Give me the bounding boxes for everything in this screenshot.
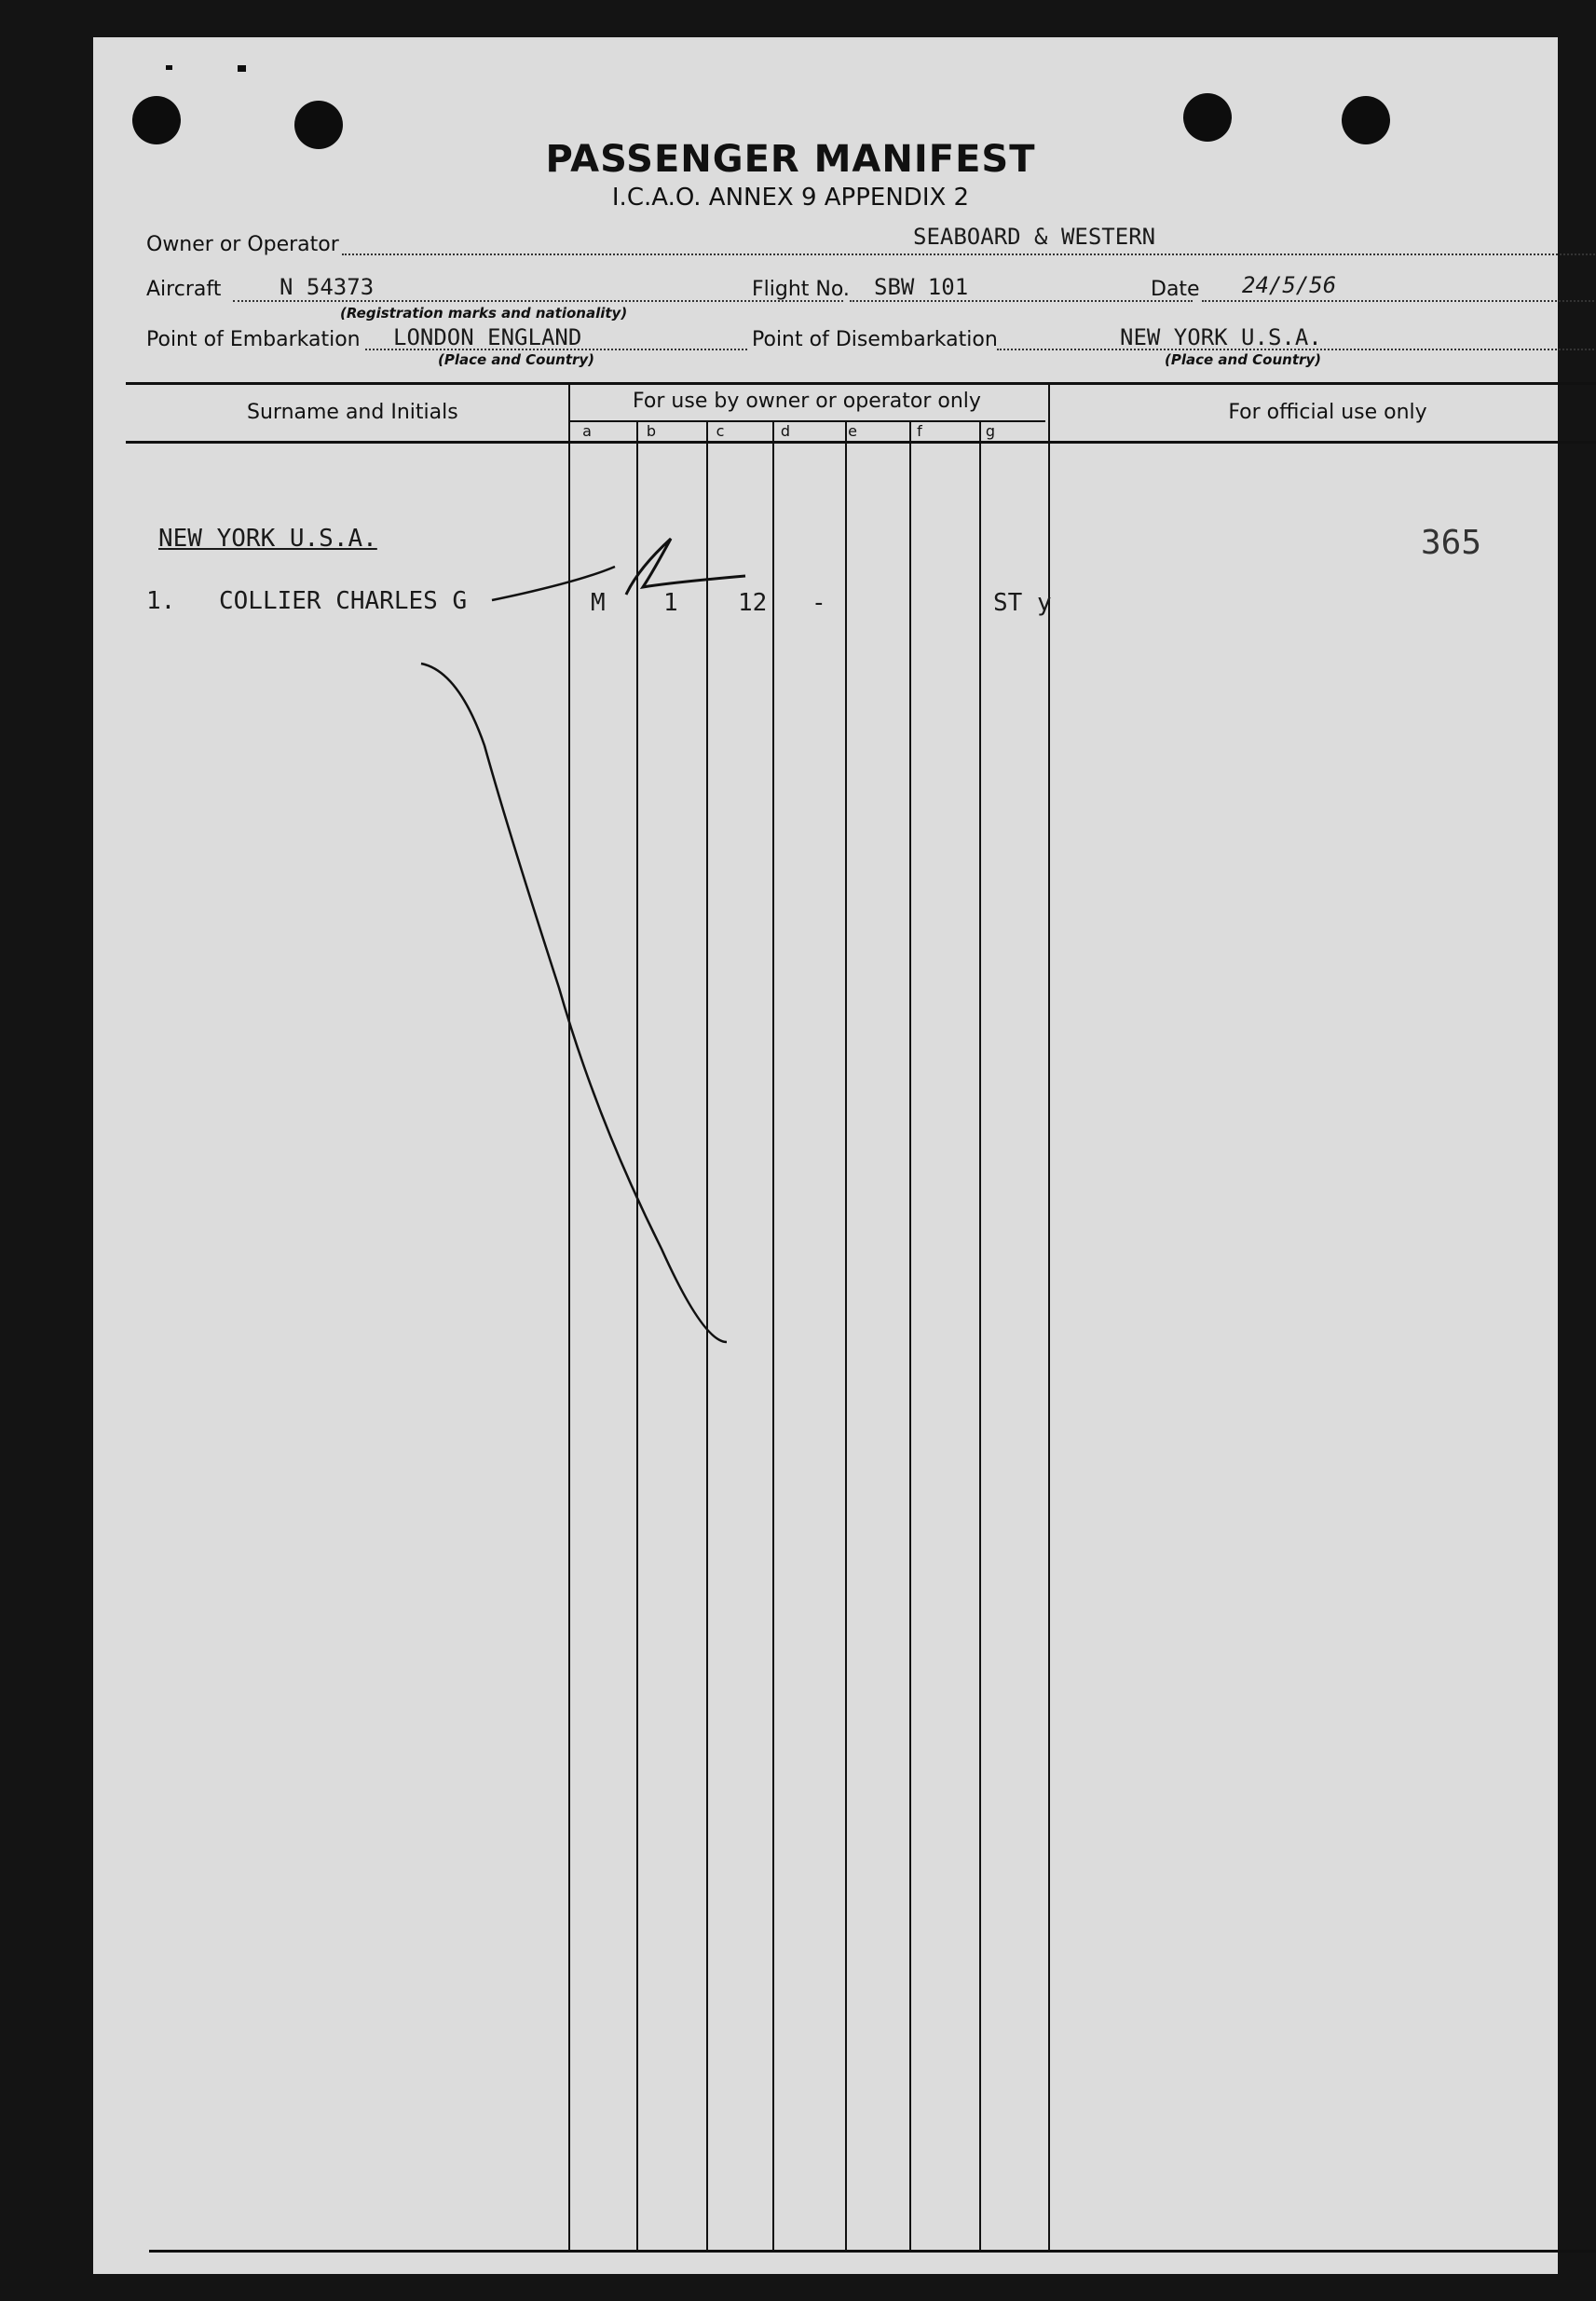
owner-use-column-header: For use by owner or operator only: [633, 390, 981, 413]
subcolumn-g-header: g: [985, 422, 996, 440]
flight-label: Flight No.: [752, 278, 850, 301]
passenger-col-d: -: [812, 589, 826, 617]
destination-heading: NEW YORK U.S.A.: [158, 525, 377, 553]
aircraft-note: (Registration marks and nationality): [340, 305, 628, 322]
passenger-col-c: 12: [738, 589, 768, 617]
date-label: Date: [1151, 278, 1200, 301]
date-value: 24/5/56: [1242, 272, 1337, 298]
pen-long-stroke: [421, 664, 727, 1342]
disembarkation-label: Point of Disembarkation: [752, 328, 998, 351]
aircraft-value: N 54373: [280, 274, 375, 300]
manifest-page: [93, 37, 1558, 2274]
subcolumn-d-header: d: [780, 422, 791, 440]
subcolumn-b-header: b: [646, 422, 657, 440]
official-use-column-header: For official use only: [1228, 401, 1427, 424]
embarkation-label: Point of Embarkation: [146, 328, 361, 351]
aircraft-label: Aircraft: [146, 278, 222, 301]
flight-value: SBW 101: [874, 274, 969, 300]
subcolumn-f-header: f: [917, 422, 922, 440]
owner-label: Owner or Operator: [146, 233, 339, 256]
embarkation-note: (Place and Country): [438, 351, 595, 368]
passenger-number: 1.: [146, 587, 176, 615]
passenger-col-a: M: [591, 589, 606, 617]
page-title: PASSENGER MANIFEST: [545, 138, 1036, 181]
pen-annotations: [93, 37, 1558, 2274]
page-subtitle: I.C.A.O. ANNEX 9 APPENDIX 2: [611, 184, 970, 212]
passenger-col-g: ST y: [993, 589, 1052, 617]
surname-column-header: Surname and Initials: [247, 401, 458, 424]
embarkation-value: LONDON ENGLAND: [393, 324, 582, 350]
disembarkation-note: (Place and Country): [1165, 351, 1322, 368]
disembarkation-value: NEW YORK U.S.A.: [1120, 324, 1322, 350]
page-number-stamp: 365: [1421, 524, 1482, 562]
pen-stroke-name: [492, 567, 615, 600]
owner-value: SEABOARD & WESTERN: [913, 224, 1156, 250]
pen-checkmark: [626, 539, 745, 595]
passenger-col-b: 1: [663, 589, 678, 617]
subcolumn-a-header: a: [582, 422, 592, 440]
subcolumn-e-header: e: [848, 422, 857, 440]
passenger-name: COLLIER CHARLES G: [219, 587, 468, 615]
subcolumn-c-header: c: [716, 422, 725, 440]
